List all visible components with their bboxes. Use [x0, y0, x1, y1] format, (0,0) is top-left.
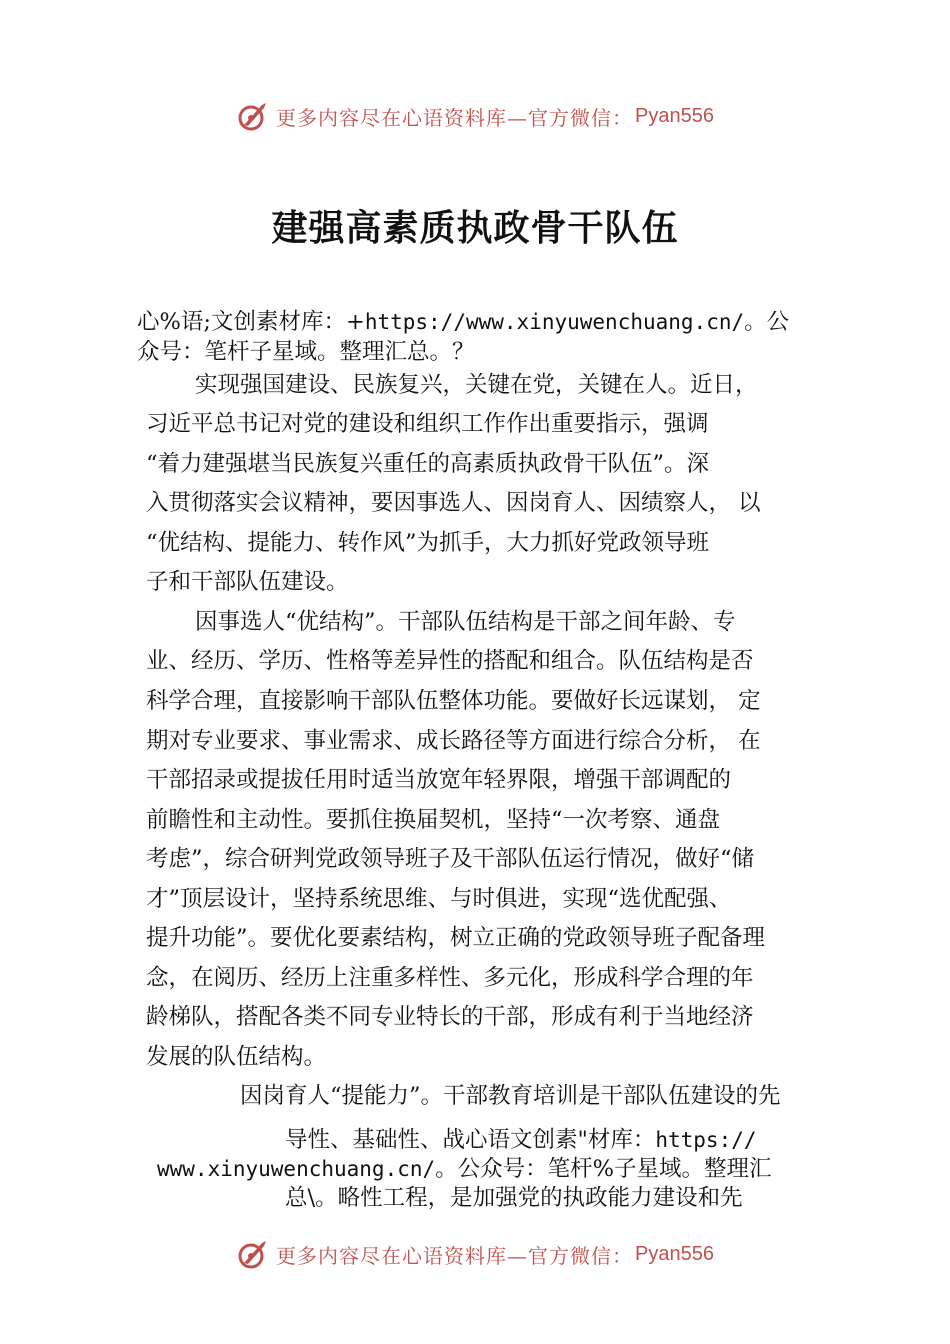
source-suffix: 。公 — [744, 309, 790, 335]
source-prefix: 心%语;文创素材库：+ — [137, 309, 365, 335]
body-line: 干部招录或提拔任用时适当放宽年轻界限，增强干部调配的 — [146, 767, 732, 793]
banner-wechat-id: Pyan556 — [635, 104, 714, 127]
body-line: 提升功能”。要优化要素结构，树立正确的党政领导班子配备理 — [146, 925, 766, 951]
body-line: 科学合理，直接影响干部队伍整体功能。要做好长远谋划， 定 — [146, 688, 761, 714]
tail-url: www.xinyuwenchuang.cn/ — [157, 1157, 436, 1181]
banner-text: 更多内容尽在心语资料库—官方微信： — [276, 1243, 634, 1268]
body-line: 发展的队伍结构。 — [146, 1044, 327, 1070]
body-line: 念，在阅历、经历上注重多样性、多元化，形成科学合理的年 — [146, 965, 754, 991]
body-line: 入贯彻落实会议精神，要因事选人、因岗育人、因绩察人， 以 — [146, 490, 761, 516]
body-line: 习近平总书记对党的建设和组织工作作出重要指示，强调 — [146, 411, 709, 437]
tail-line-2 — [157, 1154, 772, 1184]
source-url: https://www.xinyuwenchuang.cn/ — [364, 310, 745, 334]
body-line: 子和干部队伍建设。 — [146, 569, 349, 595]
body-line: 因岗育人“提能力”。干部教育培训是干部队伍建设的先 — [240, 1083, 781, 1109]
body-line: 才”顶层设计，坚持系统思维、与时俱进，实现“选优配强、 — [146, 886, 732, 912]
tail-url-part: https:// — [655, 1128, 757, 1152]
body-line: 考虑”，综合研判党政领导班子及干部队伍运行情况，做好“储 — [146, 846, 755, 872]
banner-wechat-id: Pyan556 — [635, 1242, 714, 1265]
body-line: 实现强国建设、民族复兴，关键在党，关键在人。近日， — [195, 372, 758, 398]
body-line: “优结构、提能力、转作风”为抓手，大力抓好党政领导班 — [146, 530, 710, 556]
body-line: “着力建强堪当民族复兴重任的高素质执政骨干队伍”。深 — [146, 451, 710, 477]
footer-watermark-banner — [0, 1234, 950, 1274]
tail-text: 导性、基础性、战心语文创素"材库： — [285, 1127, 656, 1153]
body-line: 业、经历、学历、性格等差异性的搭配和组合。队伍结构是否 — [146, 648, 754, 674]
header-watermark-banner — [0, 96, 950, 136]
quill-logo-icon — [236, 1237, 270, 1271]
quill-logo-icon — [236, 99, 270, 133]
body-line: 前瞻性和主动性。要抓住换届契机，坚持“一次考察、通盘 — [146, 807, 721, 833]
source-line-2: 众号：笔杆子星域。整理汇总。？ — [137, 339, 475, 365]
tail-text: 。公众号：笔杆%子星域。整理汇 — [435, 1156, 772, 1182]
body-line: 因事选人“优结构”。干部队伍结构是干部之间年龄、专 — [195, 609, 736, 635]
banner-text: 更多内容尽在心语资料库—官方微信： — [276, 105, 634, 130]
source-line-1 — [137, 307, 789, 337]
tail-line-3: 总\。略性工程，是加强党的执政能力建设和先 — [285, 1185, 743, 1211]
body-line: 期对专业要求、事业需求、成长路径等方面进行综合分析， 在 — [146, 728, 761, 754]
tail-line-1 — [285, 1125, 757, 1155]
body-line: 龄梯队，搭配各类不同专业特长的干部，形成有利于当地经济 — [146, 1004, 754, 1030]
document-title: 建强高素质执政骨干队伍 — [271, 207, 679, 249]
